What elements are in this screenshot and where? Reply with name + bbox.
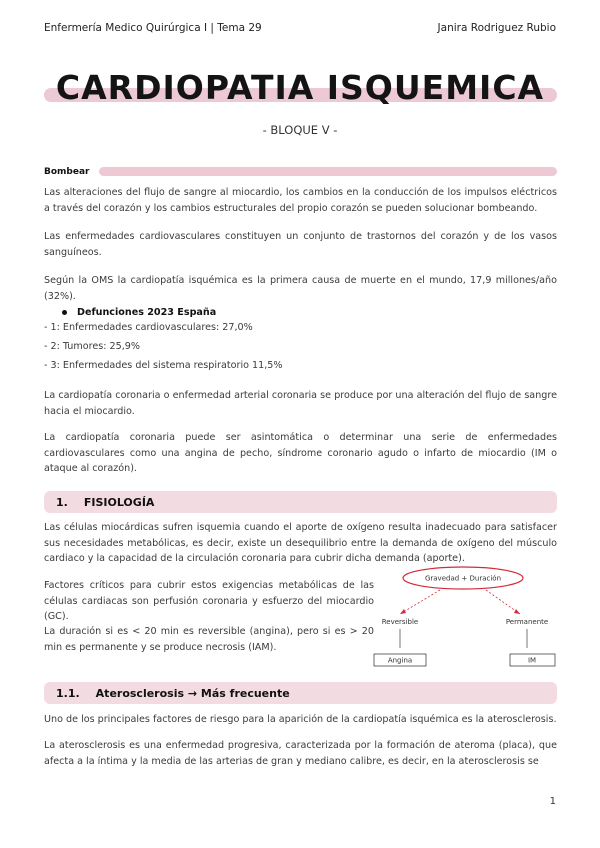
subsection-heading-aterosclerosis: 1.1. Aterosclerosis → Más frecuente — [56, 687, 290, 700]
page-subtitle: - BLOQUE V - — [262, 123, 338, 137]
diagram-right-result: IM — [527, 656, 537, 665]
section-label-bar — [99, 167, 557, 176]
bullet-dot-icon — [62, 310, 67, 315]
paragraph-9: Uno de los principales factores de riesgo para la aparición de la cardiopatía isquémica es la aterosclerosis. — [44, 714, 557, 725]
header-author: Janira Rodriguez Rubio — [437, 22, 556, 34]
list-item: - 1: Enfermedades cardiovasculares: 27,0% — [44, 322, 253, 333]
paragraph-10: La aterosclerosis es una enfermedad progresiva, caracterizada por la formación de ateroma (placa), que afecta a la íntima y la media de las arterias de gran y mediano calibre, es decir, en la aterosclerosis se — [44, 740, 557, 767]
page-number: 1 — [549, 796, 556, 807]
diagram-branch-left — [400, 590, 440, 614]
paragraph-2: Las enfermedades cardiovasculares constituyen un conjunto de trastornos del corazón y de los vasos sanguíneos. — [44, 231, 557, 258]
bullet-label: Defunciones 2023 España — [77, 307, 217, 318]
paragraph-7: Factores críticos para cubrir estos exigencias metabólicas de las células cardiacas son perfusión coronaria y esfuerzo del miocardio (GC). — [44, 580, 374, 622]
header-subject: Enfermería Medico Quirúrgica I | Tema 29 — [44, 22, 262, 34]
diagram-left-result: Angina — [387, 656, 413, 665]
paragraph-5: La cardiopatía coronaria puede ser asintomática o determinar una serie de enfermedades cardiovasculares como una angina de pecho, síndrome coronario agudo o infarto de miocardio (IM o ataque al corazón). — [44, 432, 557, 474]
paragraph-1: Las alteraciones del flujo de sangre al miocardio, los cambios en la conducción de los impulsos eléctricos a través del corazón y los cambios estructurales del propio corazón se pueden solucionar bombeando. — [44, 187, 557, 214]
bullet-defunciones — [62, 307, 216, 318]
list-item: - 2: Tumores: 25,9% — [44, 341, 140, 352]
list-item: - 3: Enfermedades del sistema respiratorio 11,5% — [44, 360, 283, 371]
section-label: Bombear — [44, 167, 90, 177]
paragraph-4: La cardiopatía coronaria o enfermedad arterial coronaria se produce por una alteración del flujo de sangre hacia el miocardio. — [44, 390, 557, 417]
paragraph-3: Según la OMS la cardiopatía isquémica es la primera causa de muerte en el mundo, 17,9 millones/año (32%). — [44, 275, 557, 302]
diagram-top-label: Gravedad + Duración — [424, 574, 502, 583]
arrow-left-icon — [400, 609, 406, 614]
diagram-left-label: Reversible — [381, 618, 419, 626]
page-title: CARDIOPATIA ISQUEMICA — [55, 68, 545, 107]
diagram-right-label: Permanente — [505, 618, 549, 626]
arrow-right-icon — [514, 609, 520, 614]
section-heading-fisiologia: 1. FISIOLOGÍA — [56, 496, 155, 509]
ischemia-diagram — [370, 562, 570, 672]
paragraph-6: Las células miocárdicas sufren isquemia cuando el aporte de oxígeno resulta inadecuado para satisfacer sus necesidades metabólicas, es decir, existe un desequilibrio entre la demanda de oxígeno del músculo cardiaco y la capacidad de la circulación coronaria para cubrir dicha demanda (aporte). — [44, 522, 557, 564]
diagram-branch-right — [486, 590, 520, 614]
paragraph-8: La duración si es < 20 min es reversible (angina), pero si es > 20 min es permanente y se produce necrosis (IAM). — [44, 626, 374, 653]
